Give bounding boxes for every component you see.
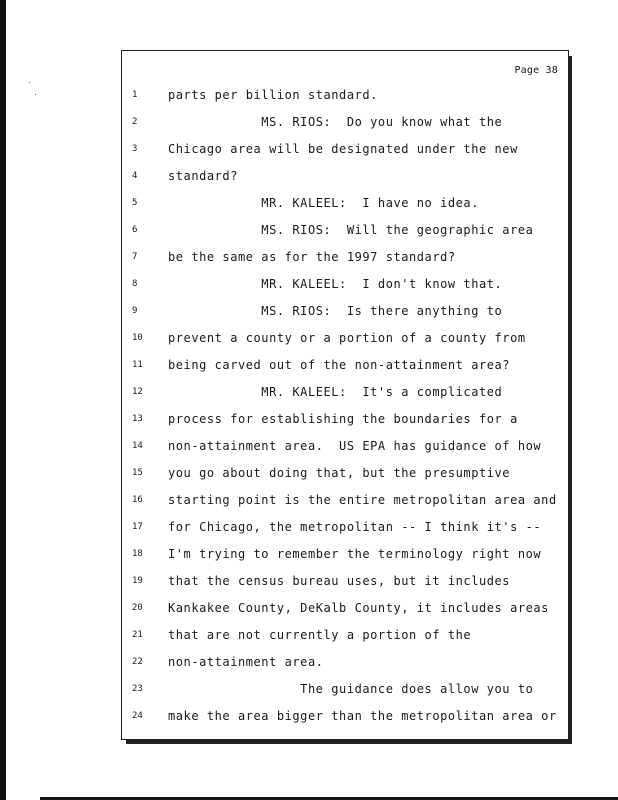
transcript-line: [122, 627, 570, 643]
transcript-line: [122, 276, 570, 292]
line-text: MS. RIOS: Do you know what the: [168, 115, 503, 129]
transcript-line: [122, 330, 570, 346]
line-number: 22: [132, 657, 143, 667]
line-number: 10: [132, 333, 143, 343]
line-number: 11: [132, 360, 143, 370]
transcript-line: [122, 708, 570, 724]
transcript-line: [122, 222, 570, 238]
line-text: starting point is the entire metropolitan area and: [168, 493, 557, 507]
scan-speck: [35, 94, 36, 95]
transcript-line: [122, 600, 570, 616]
transcript-line: [122, 492, 570, 508]
transcript-line: [122, 195, 570, 211]
line-number: 12: [132, 387, 143, 397]
transcript-line: [122, 681, 570, 697]
line-text: Kankakee County, DeKalb County, it includes areas: [168, 601, 549, 615]
line-text: process for establishing the boundaries for a: [168, 412, 518, 426]
line-number: 3: [132, 144, 138, 154]
line-text: for Chicago, the metropolitan -- I think it's --: [168, 520, 542, 534]
transcript-line: [122, 168, 570, 184]
line-number: 8: [132, 279, 138, 289]
line-number: 13: [132, 414, 143, 424]
line-number: 19: [132, 576, 143, 586]
transcript-page: [121, 50, 569, 740]
left-scan-edge: [0, 0, 6, 800]
line-text: parts per billion standard.: [168, 88, 378, 102]
transcript-line: [122, 357, 570, 373]
line-text: make the area bigger than the metropolitan area or: [168, 709, 557, 723]
line-text: I'm trying to remember the terminology right now: [168, 547, 542, 561]
page-frame-shadow-bottom: [126, 740, 572, 744]
line-number: 16: [132, 495, 143, 505]
transcript-line: [122, 465, 570, 481]
transcript-line: [122, 546, 570, 562]
line-text: that the census bureau uses, but it includes: [168, 574, 511, 588]
line-number: 20: [132, 603, 143, 613]
transcript-line: [122, 438, 570, 454]
transcript-line: [122, 249, 570, 265]
transcript-line: [122, 411, 570, 427]
line-text: MS. RIOS: Will the geographic area: [168, 223, 534, 237]
line-number: 2: [132, 117, 138, 127]
line-text: MS. RIOS: Is there anything to: [168, 304, 503, 318]
line-text: non-attainment area. US EPA has guidance of how: [168, 439, 542, 453]
transcript-line: [122, 303, 570, 319]
line-text: standard?: [168, 169, 238, 183]
transcript-line: [122, 573, 570, 589]
line-number: 1: [132, 90, 138, 100]
line-number: 7: [132, 252, 138, 262]
line-number: 9: [132, 306, 138, 316]
line-text: Chicago area will be designated under the new: [168, 142, 518, 156]
line-number: 6: [132, 225, 138, 235]
line-text: MR. KALEEL: It's a complicated: [168, 385, 503, 399]
line-number: 17: [132, 522, 143, 532]
page-number: Page 38: [514, 65, 558, 76]
line-text: be the same as for the 1997 standard?: [168, 250, 456, 264]
transcript-line: [122, 87, 570, 103]
line-number: 24: [132, 711, 143, 721]
line-number: 14: [132, 441, 143, 451]
line-text: MR. KALEEL: I have no idea.: [168, 196, 479, 210]
line-text: you go about doing that, but the presumptive: [168, 466, 511, 480]
line-number: 21: [132, 630, 143, 640]
line-text: MR. KALEEL: I don't know that.: [168, 277, 503, 291]
line-number: 23: [132, 684, 143, 694]
line-text: that are not currently a portion of the: [168, 628, 472, 642]
line-text: The guidance does allow you to: [168, 682, 534, 696]
transcript-line: [122, 141, 570, 157]
transcript-line: [122, 384, 570, 400]
line-text: being carved out of the non-attainment area?: [168, 358, 511, 372]
transcript-line: [122, 654, 570, 670]
transcript-line: [122, 114, 570, 130]
line-number: 5: [132, 198, 138, 208]
line-text: non-attainment area.: [168, 655, 324, 669]
scan-speck: [29, 82, 30, 83]
transcript-line: [122, 519, 570, 535]
line-number: 18: [132, 549, 143, 559]
line-number: 15: [132, 468, 143, 478]
line-number: 4: [132, 171, 138, 181]
line-text: prevent a county or a portion of a county from: [168, 331, 526, 345]
